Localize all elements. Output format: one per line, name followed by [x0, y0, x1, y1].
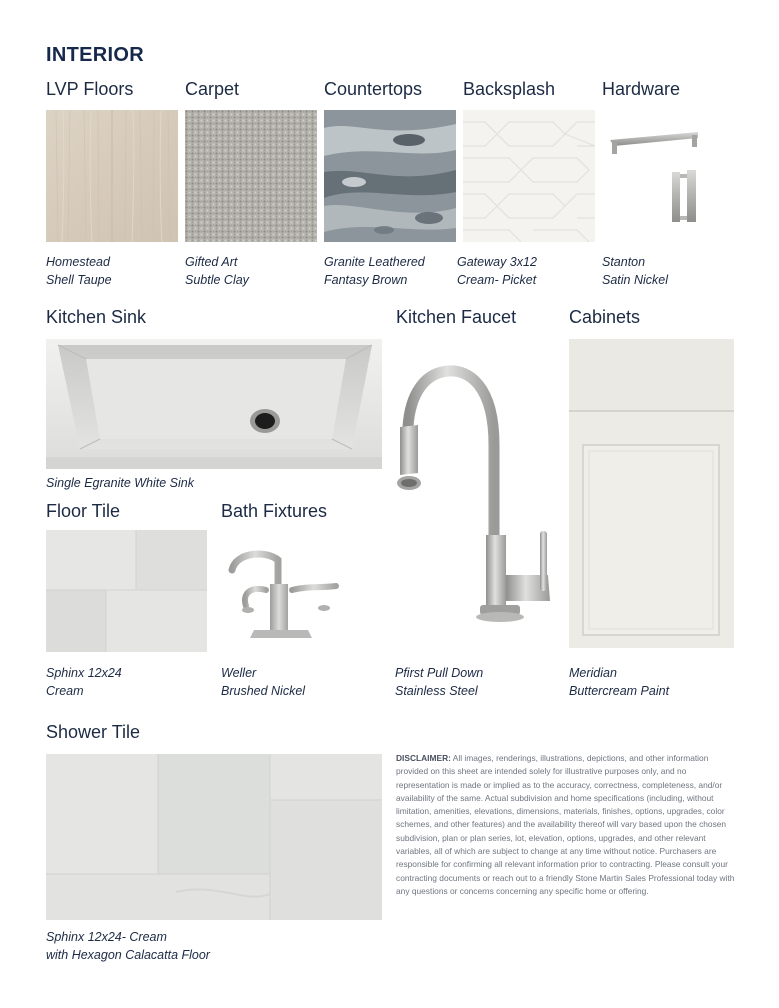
shower-tile-caption [46, 929, 210, 964]
kitchen-faucet-color: Stainless Steel [395, 683, 478, 698]
category-backsplash: Backsplash [463, 79, 556, 99]
bath-fixtures-name: Weller [221, 666, 257, 680]
floor-tile-name: Sphinx 12x24 [46, 666, 122, 680]
kitchen-faucet-name: Pfirst Pull Down [395, 666, 484, 680]
floor-tile-caption [46, 665, 122, 700]
shower-tile-floor: with Hexagon Calacatta Floor [46, 947, 210, 962]
countertops-color: Fantasy Brown [324, 272, 408, 287]
page-title: INTERIOR [46, 44, 144, 66]
carpet-color: Subtle Clay [185, 272, 249, 287]
floor-tile-swatch [46, 530, 207, 652]
cabinets-color: Buttercream Paint [569, 683, 670, 698]
category-bath-fixtures: Bath Fixtures [221, 501, 328, 521]
hardware-color: Satin Nickel [602, 272, 668, 287]
bath-faucet-image [226, 544, 346, 644]
countertops-caption [324, 254, 425, 289]
bath-fixtures-color: Brushed Nickel [221, 683, 306, 698]
faucet-image [388, 355, 568, 635]
cabinet-door-image [569, 339, 734, 648]
shower-tile-swatch [46, 754, 382, 920]
backsplash-color: Cream- Picket [457, 272, 537, 287]
shower-tile-name: Sphinx 12x24- Cream [46, 930, 167, 944]
granite-swatch [324, 110, 456, 242]
category-countertops: Countertops [324, 79, 423, 99]
category-lvp-floors: LVP Floors [46, 79, 134, 99]
bath-fixtures-caption [221, 665, 305, 700]
category-shower-tile: Shower Tile [46, 722, 141, 742]
category-floor-tile: Floor Tile [46, 501, 121, 521]
disclaimer [396, 752, 738, 898]
disclaimer-label: DISCLAIMER: [396, 753, 451, 763]
carpet-swatch [185, 110, 317, 242]
kitchen-faucet-caption [395, 665, 483, 700]
floor-tile-color: Cream [46, 683, 84, 698]
sink-caption: Single Egranite White Sink [46, 476, 194, 490]
sink-image [46, 339, 382, 469]
backsplash-name: Gateway 3x12 [457, 255, 537, 269]
category-kitchen-sink: Kitchen Sink [46, 307, 147, 327]
disclaimer-text: All images, renderings, illustrations, depictions, and other information provided on this sheet are intended solely for illustrative purposes only, and no representation is made or implied as to the accuracy, correctness, completeness, and/or availability of the same. Actual subdivision and home specifications (including, without limitation, amenities, elevations, dimensions, materials, finishes, options, upgrades, color schemes, and other features) and the availability thereof will vary based upon the chosen subdivision, plan or plan series, lot, elevation, options, upgrades, and other relevant variables, all of which are subject to change at any time without notice. Purchasers are responsible for confirming all relevant information prior to contracting. Please consult your contracting documents or reach out to a friendly Stone Martin Sales Professional today with any questions or concerns concerning any specific home or offering. [396, 753, 735, 896]
hardware-caption [602, 254, 668, 289]
cabinets-caption [569, 665, 669, 700]
countertops-name: Granite Leathered [324, 255, 425, 269]
category-hardware: Hardware [602, 79, 681, 99]
carpet-name: Gifted Art [185, 255, 238, 269]
picket-tile-swatch [463, 110, 595, 242]
cabinet-pull-image [604, 118, 714, 230]
lvp-name: Homestead [46, 255, 110, 269]
lvp-caption [46, 254, 112, 289]
hardware-name: Stanton [602, 255, 646, 269]
category-kitchen-faucet: Kitchen Faucet [396, 307, 517, 327]
lvp-swatch [46, 110, 178, 242]
lvp-color: Shell Taupe [46, 272, 112, 287]
carpet-caption [185, 254, 249, 289]
category-cabinets: Cabinets [569, 307, 641, 327]
cabinets-name: Meridian [569, 666, 617, 680]
category-carpet: Carpet [185, 79, 240, 99]
backsplash-caption [457, 254, 537, 289]
